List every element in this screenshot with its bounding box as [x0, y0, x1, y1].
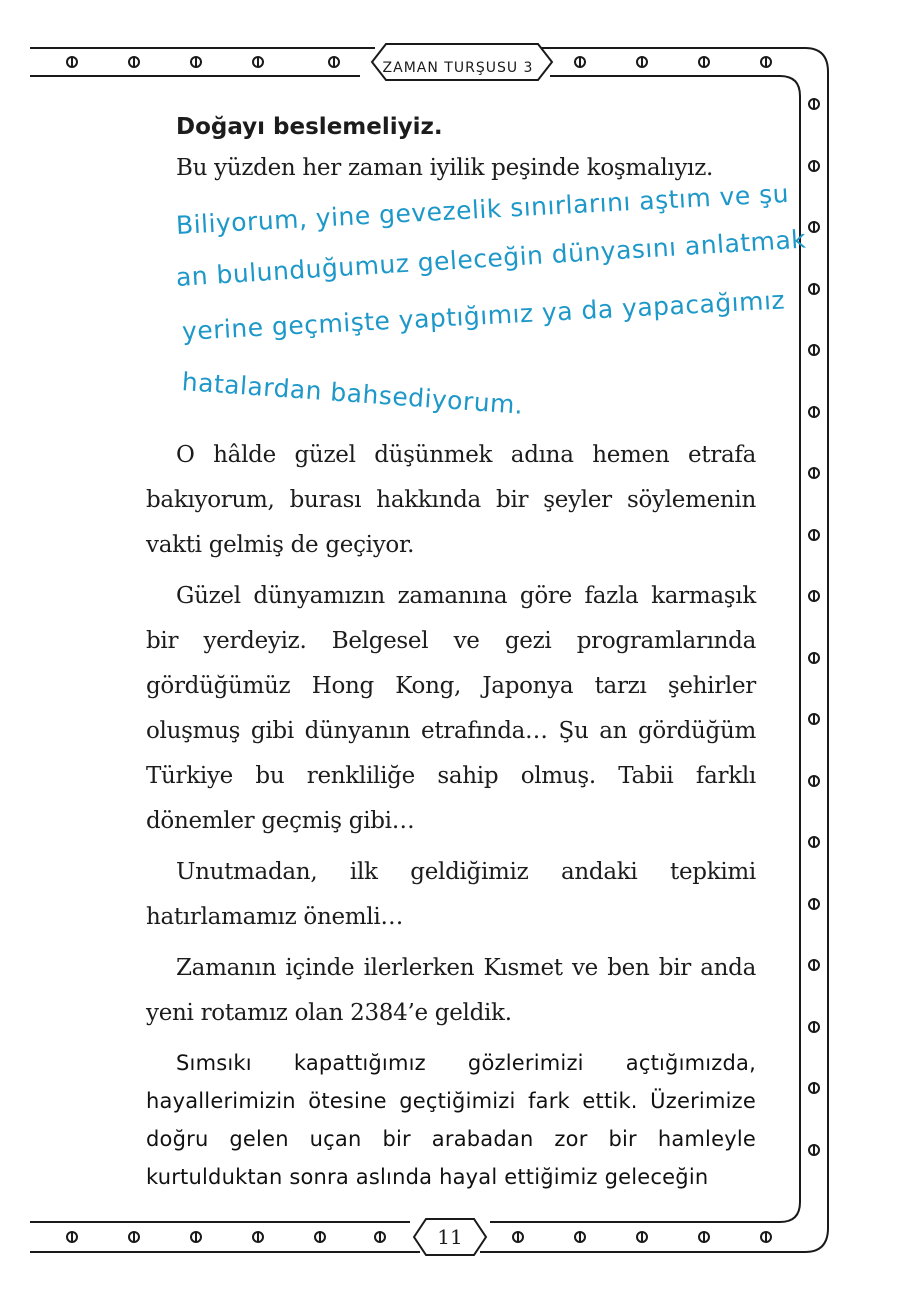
- circled-vertical-bar-icon: [809, 1022, 819, 1032]
- circled-vertical-bar-icon: [637, 57, 647, 67]
- paragraph: Zamanın içinde ilerlerken Kısmet ve ben bir anda yeni rotamız olan 2384’e geldik.: [146, 955, 756, 1026]
- circled-vertical-bar-icon: [315, 1232, 325, 1242]
- circled-vertical-bar-icon: [375, 1232, 385, 1242]
- circled-vertical-bar-icon: [809, 837, 819, 847]
- circled-vertical-bar-icon: [809, 714, 819, 724]
- page-number: 11: [437, 1225, 463, 1249]
- circled-vertical-bar-icon: [809, 468, 819, 478]
- circled-vertical-bar-icon: [761, 57, 771, 67]
- circled-vertical-bar-icon: [513, 1232, 523, 1242]
- section-heading: Doğayı beslemeliyiz.: [176, 114, 443, 140]
- handwritten-line: Biliyorum, yine gevezelik sınırlarını aştım ve şu: [175, 178, 790, 240]
- circled-vertical-bar-icon: [809, 591, 819, 601]
- handwritten-line: hatalardan bahsediyorum.: [180, 367, 525, 420]
- circled-vertical-bar-icon: [809, 345, 819, 355]
- intro-line: Bu yüzden her zaman iyilik peşinde koşmalıyız.: [176, 155, 714, 181]
- circled-vertical-bar-icon: [809, 960, 819, 970]
- circled-vertical-bar-icon: [191, 57, 201, 67]
- circled-vertical-bar-icon: [699, 1232, 709, 1242]
- paragraph: O hâlde güzel düşünmek adına hemen etrafa bakıyorum, burası hakkında bir şeyler söylemenin vakti gelmiş de geçiyor.: [146, 442, 756, 558]
- circled-vertical-bar-icon: [809, 99, 819, 109]
- circled-vertical-bar-icon: [699, 57, 709, 67]
- circled-vertical-bar-icon: [809, 1083, 819, 1093]
- circled-vertical-bar-icon: [809, 530, 819, 540]
- circled-vertical-bar-icon: [129, 57, 139, 67]
- circled-vertical-bar-icon: [253, 1232, 263, 1242]
- circled-vertical-bar-icon: [67, 57, 77, 67]
- dialogue-paragraph: Sımsıkı kapattığımız gözlerimizi açtığımızda, hayallerimizin ötesine geçtiğimizi fark ettik. Üzerimize doğru gelen uçan bir arabadan zor bir hamleyle kurtulduktan sonra aslında hayal ettiğimiz geleceğin: [146, 1051, 756, 1189]
- book-title: ZAMAN TURŞUSU 3: [382, 60, 534, 76]
- circled-vertical-bar-icon: [637, 1232, 647, 1242]
- circled-vertical-bar-icon: [809, 161, 819, 171]
- circled-vertical-bar-icon: [809, 222, 819, 232]
- circled-vertical-bar-icon: [575, 1232, 585, 1242]
- paragraph: Güzel dünyamızın zamanına göre fazla karmaşık bir yerdeyiz. Belgesel ve gezi programlarında gördüğümüz Hong Kong, Japonya tarzı şehirler oluşmuş gibi dünyanın etrafında… Şu an gördüğüm Türkiye bu renkliliğe sahip olmuş. Tabii farklı dönemler geçmiş gibi…: [146, 583, 756, 834]
- circled-vertical-bar-icon: [809, 776, 819, 786]
- paragraph: Unutmadan, ilk geldiğimiz andaki tepkimi hatırlamamız önemli…: [146, 859, 756, 930]
- handwritten-line: yerine geçmişte yaptığımız ya da yapacağımız: [181, 285, 786, 346]
- circled-vertical-bar-icon: [809, 284, 819, 294]
- circled-vertical-bar-icon: [129, 1232, 139, 1242]
- circled-vertical-bar-icon: [809, 1145, 819, 1155]
- circled-vertical-bar-icon: [67, 1232, 77, 1242]
- page-content: [146, 108, 807, 1196]
- circled-vertical-bar-icon: [809, 653, 819, 663]
- circled-vertical-bar-icon: [253, 57, 263, 67]
- handwritten-note: [146, 178, 807, 420]
- handwritten-line: an bulunduğumuz geleceğin dünyasını anlatmak: [175, 224, 807, 292]
- circled-vertical-bar-icon: [809, 407, 819, 417]
- circled-vertical-bar-icon: [575, 57, 585, 67]
- circled-vertical-bar-icon: [329, 57, 339, 67]
- circled-vertical-bar-icon: [809, 899, 819, 909]
- circled-vertical-bar-icon: [191, 1232, 201, 1242]
- circled-vertical-bar-icon: [761, 1232, 771, 1242]
